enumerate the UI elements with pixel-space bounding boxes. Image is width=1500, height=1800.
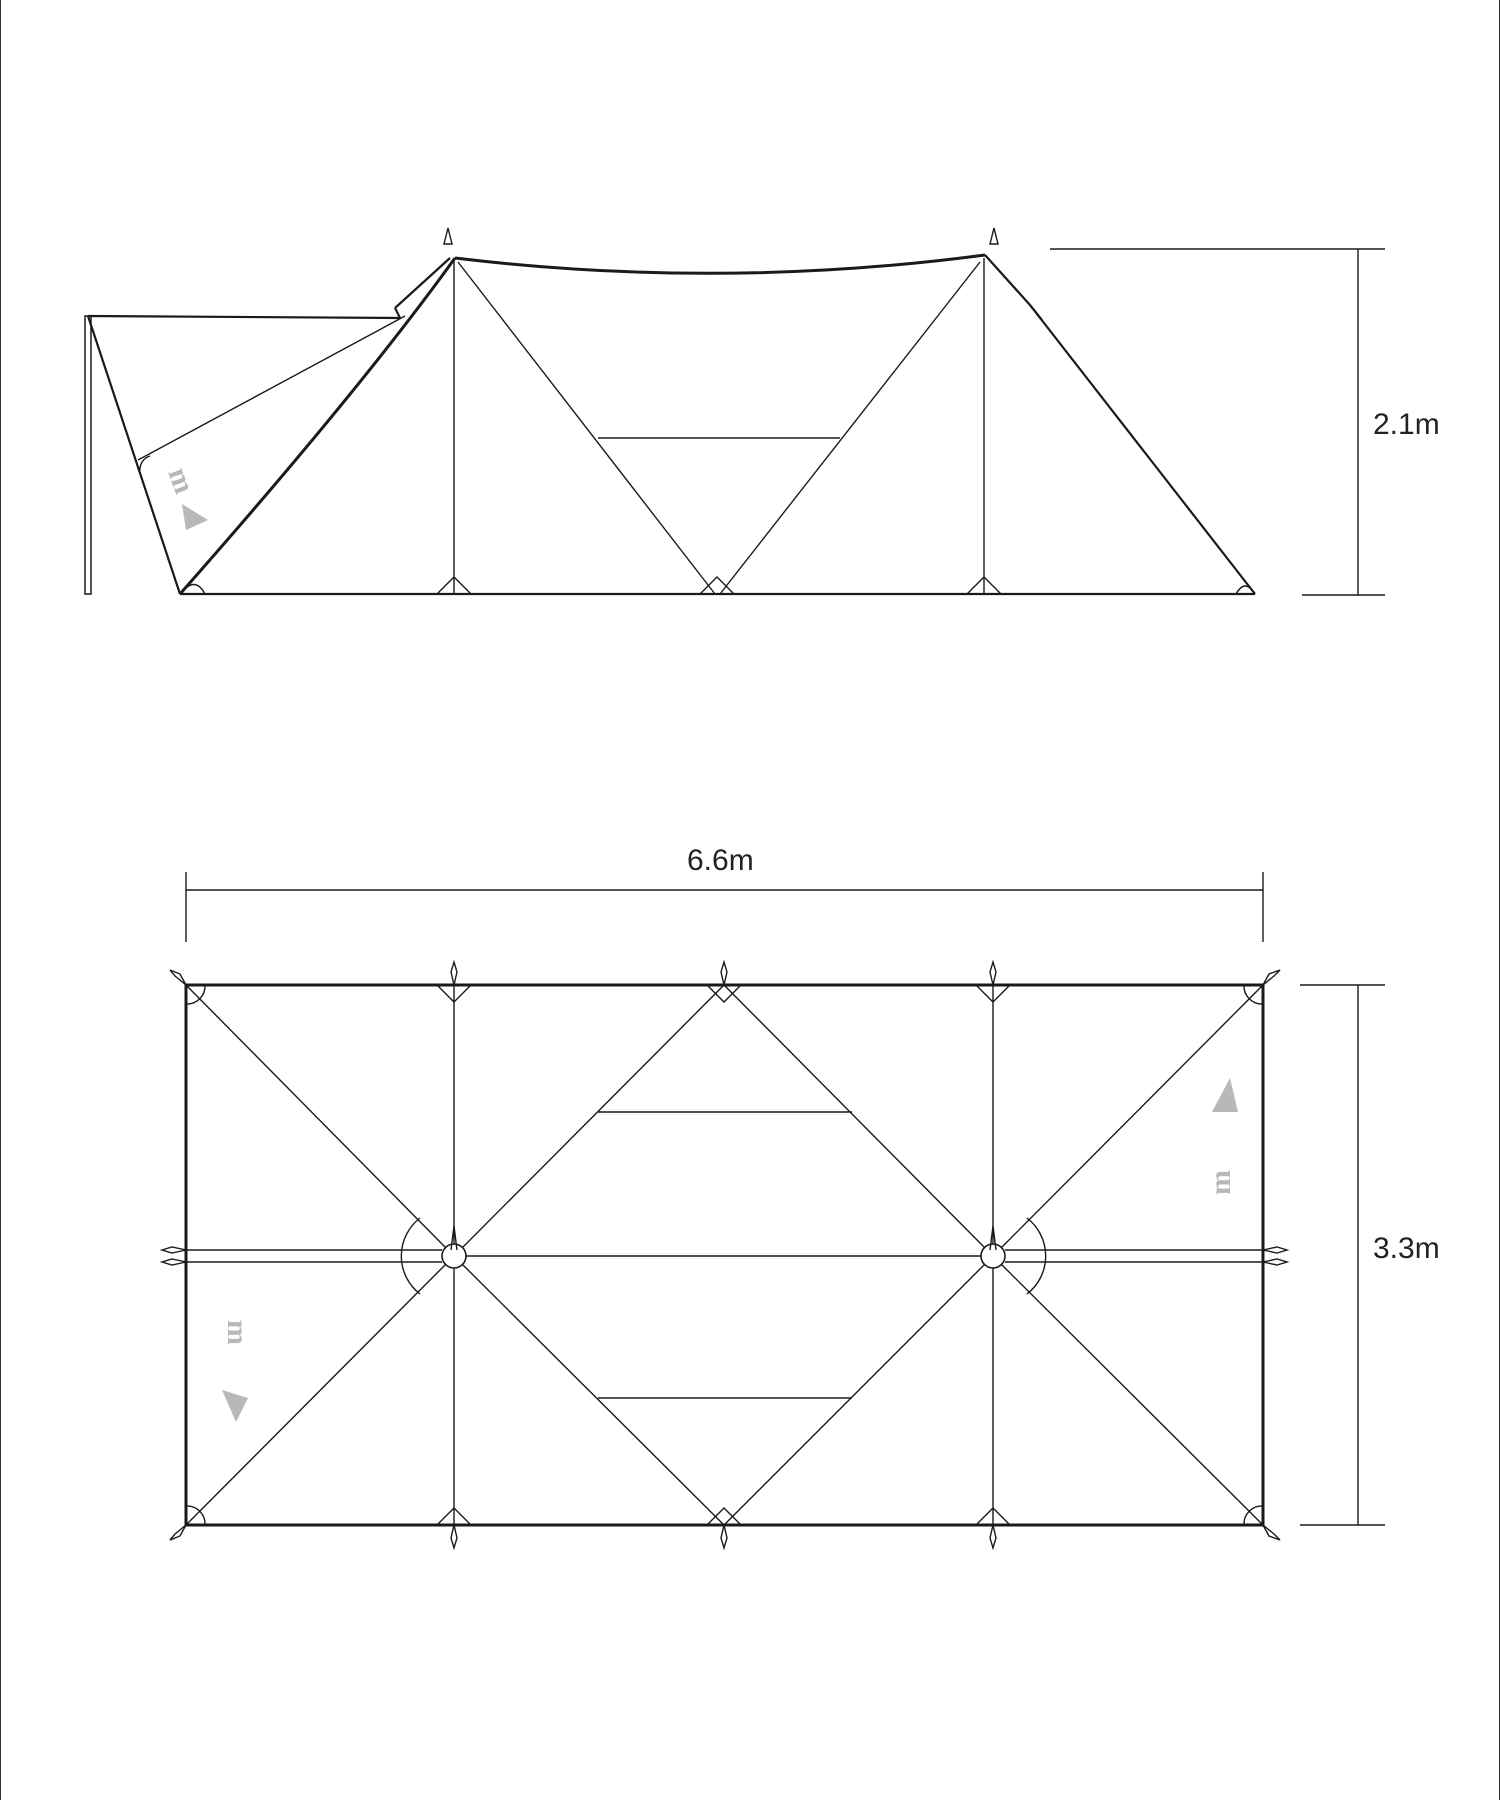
top-stake-bottom-right <box>990 1525 996 1548</box>
top-diamond-d <box>724 1264 985 1525</box>
height-dimension <box>1050 249 1440 595</box>
top-stake-corner-bl <box>170 1525 186 1540</box>
top-anchor-bottom-center <box>707 1508 741 1525</box>
side-logo-letter: m <box>161 463 201 498</box>
side-right-upper <box>985 255 1030 305</box>
length-dimension <box>186 844 1263 942</box>
top-diamond-a <box>462 985 724 1248</box>
side-awning-edge <box>88 316 180 594</box>
top-stake-right-b <box>1263 1259 1287 1265</box>
side-left-slope <box>180 258 455 594</box>
side-anchor-corner-left <box>180 585 205 595</box>
top-diag-tr <box>1001 985 1263 1248</box>
top-diamond-b <box>724 985 985 1248</box>
width-dimension <box>1300 985 1440 1525</box>
length-label: 6.6m <box>687 844 754 877</box>
top-diamond-c <box>462 1264 724 1525</box>
top-stake-top-center <box>721 962 727 985</box>
top-stake-corner-br <box>1263 1525 1280 1540</box>
top-diag-br <box>1001 1264 1263 1525</box>
top-anchor-top-center <box>707 985 741 1002</box>
top-outline <box>186 985 1263 1525</box>
top-logo-letter-right: m <box>1204 1170 1237 1195</box>
side-anchor-corner-right <box>1236 586 1255 594</box>
side-logo-triangle-icon <box>182 504 208 530</box>
height-label: 2.1m <box>1373 408 1440 441</box>
top-stake-top-left <box>451 962 457 985</box>
side-awning-notch <box>395 308 400 318</box>
top-stake-top-right <box>990 962 996 985</box>
top-stake-bottom-center <box>721 1525 727 1548</box>
side-right-slope <box>1030 305 1255 594</box>
top-logo-letter-left: m <box>221 1320 254 1345</box>
top-logo-triangle-left-icon <box>222 1390 248 1422</box>
width-label: 3.3m <box>1373 1232 1440 1265</box>
top-stake-corner-tr <box>1263 970 1280 985</box>
side-seam-b <box>720 262 980 594</box>
side-view <box>85 228 1255 594</box>
top-arc-left <box>401 1218 420 1294</box>
side-anchor-center <box>700 577 734 594</box>
top-view <box>162 962 1287 1548</box>
top-stake-right-a <box>1263 1247 1287 1253</box>
side-ridge <box>455 255 985 273</box>
side-awning-top <box>88 316 400 318</box>
side-seam-a <box>458 262 715 594</box>
top-stake-left-b <box>162 1259 186 1265</box>
top-stake-bottom-left <box>451 1525 457 1548</box>
top-stake-left-a <box>162 1247 186 1253</box>
top-arc-right <box>1027 1218 1046 1294</box>
side-pole-tip-left <box>444 228 452 244</box>
top-logo-triangle-right-icon <box>1212 1078 1238 1112</box>
side-pole-tip-right <box>990 228 998 244</box>
side-awning-pole <box>85 316 91 594</box>
top-stake-corner-tl <box>170 970 186 985</box>
side-awning-guyline <box>138 316 405 460</box>
top-diag-tl <box>186 985 446 1248</box>
